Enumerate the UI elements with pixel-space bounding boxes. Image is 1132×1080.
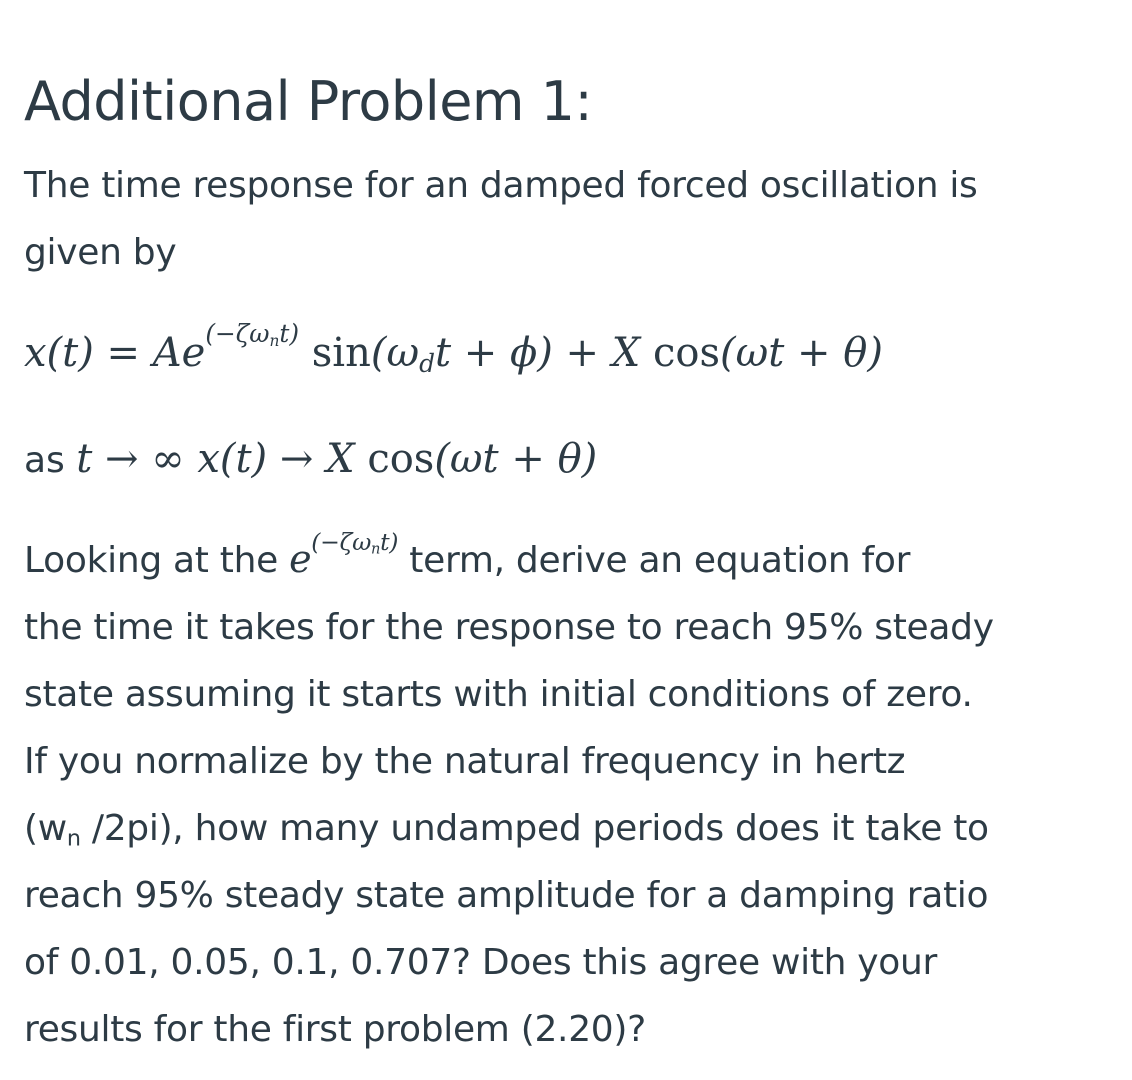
equation-lhs: x(t) = Ae bbox=[24, 330, 206, 376]
question-paragraph bbox=[24, 526, 1094, 1063]
response-equation: $x(t) = Ae^{(-\zeta\omega_nt)}$ $\sin(\omega_dt + \phi) + X$ cos(ωt + θ) bbox=[24, 319, 883, 379]
limit-statement bbox=[24, 424, 597, 496]
intro-paragraph bbox=[24, 152, 1094, 286]
page-title: Additional Problem 1: bbox=[24, 70, 593, 134]
exp-term: $e^{(-\zeta\omega_nt)}$ bbox=[289, 527, 399, 581]
question-line-1: Looking at the $e^{(-\zeta\omega_nt)}$ term, derive an equation for bbox=[24, 527, 911, 581]
question-line-8: results for the first problem (2.20)? bbox=[24, 1009, 646, 1050]
intro-line-1: The time response for an damped forced oscillation is bbox=[24, 165, 978, 206]
question-line-5: (wn /2pi), how many undamped periods does it take to bbox=[24, 808, 989, 852]
equation-exponent: (−ζωnt) bbox=[205, 319, 300, 351]
question-line-2: the time it takes for the response to reach 95% steady bbox=[24, 607, 994, 648]
question-line-3: state assuming it starts with initial conditions of zero. bbox=[24, 674, 973, 715]
question-line-7: of 0.01, 0.05, 0.1, 0.707? Does this agree with your bbox=[24, 942, 938, 983]
limit-prefix: as bbox=[24, 440, 77, 481]
equation-cos: cos bbox=[652, 330, 720, 376]
question-line-6: reach 95% steady state amplitude for a damping ratio bbox=[24, 875, 989, 916]
equation-sin: sin bbox=[311, 330, 371, 376]
intro-line-2: given by bbox=[24, 232, 177, 273]
limit-math: t → ∞ x(t) → X cos(ωt + θ) bbox=[76, 436, 598, 482]
question-line-4: If you normalize by the natural frequency in hertz bbox=[24, 741, 906, 782]
